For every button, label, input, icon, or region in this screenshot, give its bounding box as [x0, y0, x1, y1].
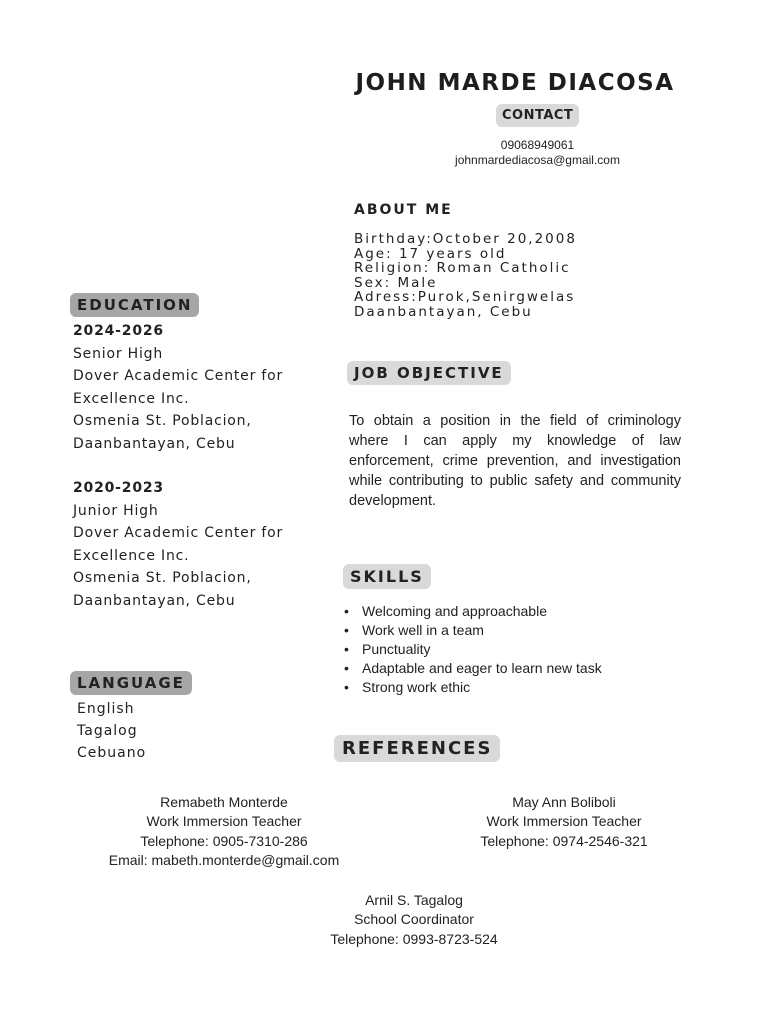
skills-list	[344, 602, 602, 697]
reference-phone: Telephone: 0905-7310-286	[140, 832, 308, 849]
reference-name: Arnil S. Tagalog	[365, 892, 463, 908]
education-school-2: Excellence Inc.	[73, 390, 190, 407]
education-heading: EDUCATION	[70, 293, 199, 317]
job-objective-text: To obtain a position in the field of criminology where I can apply my knowledge of law enforcement, crime prevention, and investigation while contributing to public safety and community development.	[349, 413, 681, 509]
education-address: Osmenia St. Poblacion,	[73, 570, 252, 586]
education-entry	[73, 477, 283, 612]
reference-phone: Telephone: 0974-2546-321	[480, 832, 648, 849]
reference-phone: Telephone: 0993-8723-524	[330, 930, 498, 947]
bullet-icon: •	[344, 679, 349, 695]
reference-role: Work Immersion Teacher	[146, 813, 302, 830]
education-level: Senior High	[73, 345, 164, 362]
about-line-sex: Sex: Male	[354, 274, 438, 291]
reference-card	[459, 793, 669, 851]
skill-item: • Work well in a team	[344, 622, 484, 638]
about-line-address-2: Daanbantayan, Cebu	[354, 303, 533, 320]
references-heading: REFERENCES	[334, 735, 500, 762]
education-level: Junior High	[73, 502, 159, 519]
about-line-address: Adress:Purok,Senirgwelas	[354, 289, 576, 305]
reference-email: Email: mabeth.monterde@gmail.com	[108, 851, 340, 868]
contact-email: johnmardediacosa@gmail.com	[455, 153, 620, 167]
bullet-icon: •	[344, 603, 349, 619]
job-objective-heading: JOB OBJECTIVE	[347, 361, 511, 385]
bullet-icon: •	[344, 641, 349, 657]
education-address-2: Daanbantayan, Cebu	[73, 435, 236, 452]
education-years: 2024-2026	[73, 323, 164, 339]
education-address: Osmenia St. Poblacion,	[73, 413, 252, 429]
education-list	[73, 320, 283, 612]
candidate-name: JOHN MARDE DIACOSA	[355, 70, 675, 96]
reference-name: Remabeth Monterde	[160, 794, 288, 810]
language-item: Tagalog	[77, 723, 138, 739]
skill-item: • Welcoming and approachable	[344, 603, 547, 619]
contact-phone: 09068949061	[500, 138, 575, 152]
about-details	[354, 232, 577, 319]
language-heading: LANGUAGE	[70, 671, 192, 695]
education-years: 2020-2023	[73, 480, 164, 496]
language-list	[77, 698, 146, 764]
contact-heading: CONTACT	[496, 104, 579, 127]
skill-item: • Strong work ethic	[344, 679, 471, 695]
skills-heading: SKILLS	[343, 564, 431, 589]
reference-card	[104, 793, 344, 870]
education-entry	[73, 320, 283, 455]
about-heading: ABOUT ME	[354, 202, 453, 218]
about-line-birthday: Birthday:October 20,2008	[354, 231, 577, 247]
education-school: Dover Academic Center for	[73, 368, 284, 384]
skill-item: • Adaptable and eager to learn new task	[344, 660, 602, 676]
language-item: Cebuano	[77, 745, 147, 761]
bullet-icon: •	[344, 660, 349, 676]
language-item: English	[77, 701, 135, 717]
reference-role: Work Immersion Teacher	[486, 813, 642, 830]
about-line-age: Age: 17 years old	[354, 245, 507, 262]
about-line-religion: Religion: Roman Catholic	[354, 260, 571, 276]
skill-item: • Punctuality	[344, 641, 431, 657]
education-school-2: Excellence Inc.	[73, 547, 190, 564]
reference-name: May Ann Boliboli	[512, 794, 616, 810]
education-address-2: Daanbantayan, Cebu	[73, 592, 236, 609]
education-school: Dover Academic Center for	[73, 525, 284, 541]
bullet-icon: •	[344, 622, 349, 638]
reference-role: School Coordinator	[354, 911, 474, 928]
reference-card	[309, 891, 519, 949]
